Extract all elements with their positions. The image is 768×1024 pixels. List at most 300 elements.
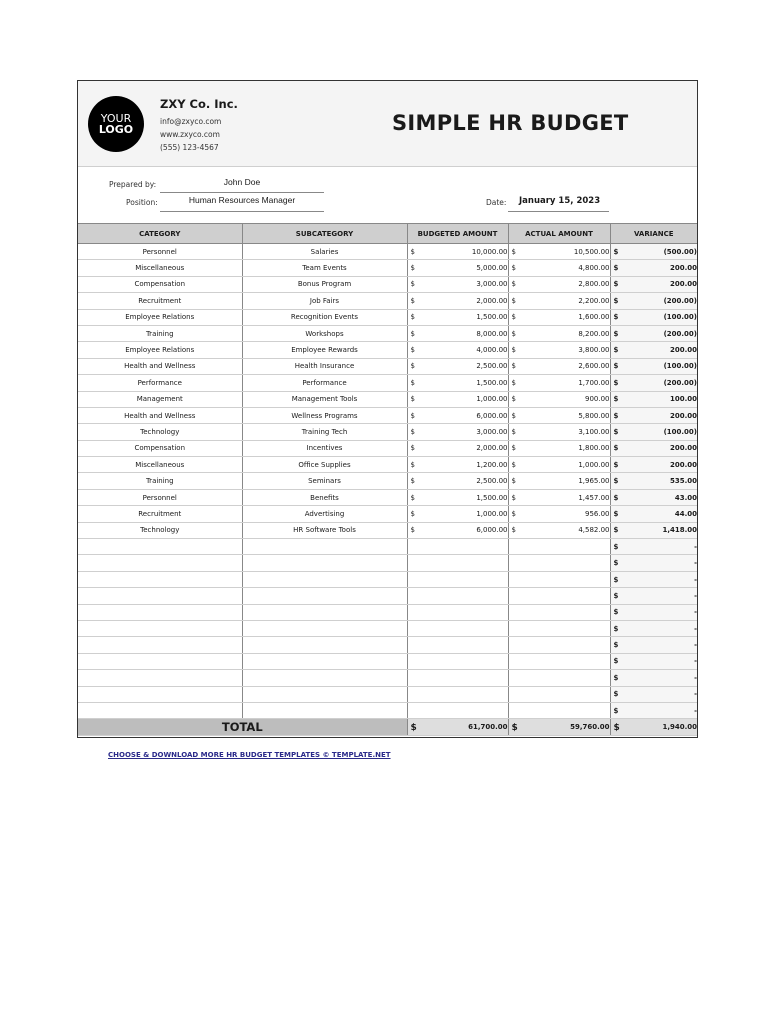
variance-cell[interactable] xyxy=(610,670,697,686)
currency-symbol: $ xyxy=(613,723,620,734)
currency-symbol: $ xyxy=(410,526,415,535)
variance-cell-value: - xyxy=(694,591,697,600)
table-row xyxy=(78,358,697,374)
actual-cell[interactable] xyxy=(508,276,610,292)
budgeted-cell-value: 1,500.00 xyxy=(476,493,508,502)
actual-cell[interactable] xyxy=(508,293,610,309)
actual-cell[interactable] xyxy=(508,571,610,587)
budgeted-cell[interactable] xyxy=(407,686,508,702)
currency-symbol: $ xyxy=(613,264,619,273)
actual-cell-value: 8,200.00 xyxy=(578,329,610,338)
category-cell[interactable] xyxy=(78,604,242,620)
variance-cell[interactable] xyxy=(610,686,697,702)
currency-symbol: $ xyxy=(613,657,619,666)
currency-symbol: $ xyxy=(511,509,516,518)
subcategory-cell[interactable]: Health Insurance xyxy=(242,358,407,374)
table-row xyxy=(78,325,697,341)
currency-symbol: $ xyxy=(410,346,415,355)
empty-table-row xyxy=(78,539,697,555)
currency-symbol: $ xyxy=(613,542,619,551)
currency-symbol: $ xyxy=(613,362,619,371)
currency-symbol: $ xyxy=(511,378,516,387)
currency-symbol: $ xyxy=(613,346,619,355)
currency-symbol: $ xyxy=(511,362,516,371)
variance-cell[interactable] xyxy=(610,555,697,571)
actual-cell[interactable] xyxy=(508,342,610,358)
actual-cell[interactable] xyxy=(508,620,610,636)
budgeted-cell[interactable] xyxy=(407,391,508,407)
currency-symbol: $ xyxy=(613,493,619,502)
date-underline xyxy=(508,211,609,212)
variance-cell[interactable] xyxy=(610,440,697,456)
company-email: info@zxyco.com xyxy=(160,117,222,126)
currency-symbol: $ xyxy=(410,296,415,305)
currency-symbol: $ xyxy=(511,477,516,486)
currency-symbol: $ xyxy=(511,723,518,734)
variance-cell[interactable] xyxy=(610,244,697,260)
actual-cell-value: 1,700.00 xyxy=(578,378,610,387)
currency-symbol: $ xyxy=(511,444,516,453)
position-value[interactable]: Human Resources Manager xyxy=(188,195,296,205)
subcategory-cell[interactable]: Employee Rewards xyxy=(242,342,407,358)
logo-text-line1: YOUR xyxy=(100,112,132,125)
column-header-budgeted: BUDGETED AMOUNT xyxy=(407,224,508,244)
table-row xyxy=(78,457,697,473)
subcategory-cell[interactable]: Benefits xyxy=(242,489,407,505)
actual-cell[interactable] xyxy=(508,424,610,440)
subcategory-cell[interactable] xyxy=(242,670,407,686)
category-cell[interactable] xyxy=(78,555,242,571)
empty-table-row xyxy=(78,702,697,718)
table-row xyxy=(78,276,697,292)
table-row xyxy=(78,244,697,260)
variance-cell[interactable] xyxy=(610,588,697,604)
variance-cell-value: - xyxy=(694,575,697,584)
budgeted-cell-value: 5,000.00 xyxy=(476,264,508,273)
category-cell[interactable]: Compensation xyxy=(78,276,242,292)
variance-cell[interactable] xyxy=(610,375,697,391)
column-header-subcategory: SUBCATEGORY xyxy=(242,224,407,244)
subcategory-cell[interactable] xyxy=(242,555,407,571)
variance-cell-value: (500.00) xyxy=(663,247,697,256)
budgeted-cell[interactable] xyxy=(407,637,508,653)
variance-cell[interactable] xyxy=(610,473,697,489)
download-templates-link[interactable]: CHOOSE & DOWNLOAD MORE HR BUDGET TEMPLATES © TEMPLATE.NET xyxy=(108,751,391,759)
actual-cell[interactable] xyxy=(508,604,610,620)
currency-symbol: $ xyxy=(613,329,619,338)
actual-cell[interactable] xyxy=(508,457,610,473)
currency-symbol: $ xyxy=(511,280,516,289)
currency-symbol: $ xyxy=(511,296,516,305)
actual-cell[interactable] xyxy=(508,653,610,669)
currency-symbol: $ xyxy=(613,591,619,600)
budgeted-cell-value: 1,500.00 xyxy=(476,313,508,322)
variance-cell-value: (100.00) xyxy=(663,362,697,371)
actual-cell[interactable] xyxy=(508,522,610,538)
category-cell[interactable] xyxy=(78,686,242,702)
column-header-actual: ACTUAL AMOUNT xyxy=(508,224,610,244)
subcategory-cell[interactable] xyxy=(242,539,407,555)
budgeted-cell[interactable] xyxy=(407,457,508,473)
currency-symbol: $ xyxy=(613,690,619,699)
budgeted-cell-value: 1,000.00 xyxy=(476,509,508,518)
budgeted-cell[interactable] xyxy=(407,375,508,391)
category-cell[interactable]: Employee Relations xyxy=(78,342,242,358)
variance-cell-value: - xyxy=(694,673,697,682)
actual-cell-value: 900.00 xyxy=(585,395,610,404)
total-row xyxy=(78,719,697,735)
budgeted-cell[interactable] xyxy=(407,260,508,276)
currency-symbol: $ xyxy=(511,526,516,535)
budgeted-cell[interactable] xyxy=(407,620,508,636)
budgeted-cell[interactable] xyxy=(407,522,508,538)
category-cell[interactable] xyxy=(78,637,242,653)
subcategory-cell[interactable]: Advertising xyxy=(242,506,407,522)
company-website: www.zxyco.com xyxy=(160,130,220,139)
budgeted-cell[interactable] xyxy=(407,440,508,456)
actual-cell-value: 1,457.00 xyxy=(578,493,610,502)
variance-cell[interactable] xyxy=(610,407,697,423)
currency-symbol: $ xyxy=(410,427,415,436)
variance-cell[interactable] xyxy=(610,309,697,325)
category-cell[interactable]: Performance xyxy=(78,375,242,391)
budgeted-cell-value: 1,500.00 xyxy=(476,378,508,387)
currency-symbol: $ xyxy=(511,395,516,404)
total-variance-cell xyxy=(610,719,697,735)
budgeted-cell[interactable] xyxy=(407,325,508,341)
variance-cell-value: 1,418.00 xyxy=(662,526,697,535)
category-cell[interactable]: Recruitment xyxy=(78,293,242,309)
budgeted-cell-value: 2,500.00 xyxy=(476,362,508,371)
subcategory-cell[interactable]: Salaries xyxy=(242,244,407,260)
budgeted-cell[interactable] xyxy=(407,702,508,718)
table-header-row xyxy=(78,224,697,244)
category-cell[interactable]: Technology xyxy=(78,522,242,538)
date-label: Date: xyxy=(486,198,507,207)
total-budgeted-cell xyxy=(407,719,508,735)
variance-cell-value: 200.00 xyxy=(669,444,697,453)
total-label: TOTAL xyxy=(78,719,407,735)
page-title: SIMPLE HR BUDGET xyxy=(392,111,629,135)
currency-symbol: $ xyxy=(410,247,415,256)
actual-cell-value: 956.00 xyxy=(585,509,610,518)
variance-cell[interactable] xyxy=(610,539,697,555)
subcategory-cell[interactable]: Office Supplies xyxy=(242,457,407,473)
table-row xyxy=(78,293,697,309)
subcategory-cell[interactable] xyxy=(242,588,407,604)
variance-cell-value: - xyxy=(694,706,697,715)
budgeted-cell[interactable] xyxy=(407,539,508,555)
category-cell[interactable]: Management xyxy=(78,391,242,407)
variance-cell-value: 535.00 xyxy=(669,477,697,486)
actual-cell[interactable] xyxy=(508,244,610,260)
actual-cell[interactable] xyxy=(508,473,610,489)
variance-cell-value: - xyxy=(694,657,697,666)
actual-cell[interactable] xyxy=(508,670,610,686)
variance-cell-value: (200.00) xyxy=(663,329,697,338)
total-actual: 59,760.00 xyxy=(570,723,610,732)
empty-table-row xyxy=(78,686,697,702)
currency-symbol: $ xyxy=(613,247,619,256)
currency-symbol: $ xyxy=(613,411,619,420)
variance-cell[interactable] xyxy=(610,653,697,669)
category-cell[interactable] xyxy=(78,571,242,587)
budgeted-cell[interactable] xyxy=(407,670,508,686)
empty-table-row xyxy=(78,604,697,620)
currency-symbol: $ xyxy=(511,427,516,436)
currency-symbol: $ xyxy=(613,460,619,469)
budgeted-cell[interactable] xyxy=(407,358,508,374)
currency-symbol: $ xyxy=(613,280,619,289)
category-cell[interactable]: Health and Wellness xyxy=(78,407,242,423)
variance-cell[interactable] xyxy=(610,391,697,407)
position-underline xyxy=(160,211,324,212)
subcategory-cell[interactable]: Training Tech xyxy=(242,424,407,440)
actual-cell[interactable] xyxy=(508,539,610,555)
currency-symbol: $ xyxy=(410,509,415,518)
budgeted-cell[interactable] xyxy=(407,473,508,489)
actual-cell-value: 3,100.00 xyxy=(578,427,610,436)
prepared-by-underline xyxy=(160,192,324,193)
category-cell[interactable] xyxy=(78,670,242,686)
currency-symbol: $ xyxy=(613,608,619,617)
subcategory-cell[interactable]: Workshops xyxy=(242,325,407,341)
empty-table-row xyxy=(78,620,697,636)
currency-symbol: $ xyxy=(410,329,415,338)
currency-symbol: $ xyxy=(613,477,619,486)
budgeted-cell-value: 3,000.00 xyxy=(476,280,508,289)
currency-symbol: $ xyxy=(410,378,415,387)
budgeted-cell[interactable] xyxy=(407,342,508,358)
variance-cell-value: 200.00 xyxy=(669,280,697,289)
category-cell[interactable] xyxy=(78,620,242,636)
variance-cell[interactable] xyxy=(610,506,697,522)
actual-cell[interactable] xyxy=(508,440,610,456)
budgeted-cell-value: 2,000.00 xyxy=(476,296,508,305)
actual-cell[interactable] xyxy=(508,686,610,702)
variance-cell[interactable] xyxy=(610,293,697,309)
actual-cell-value: 2,800.00 xyxy=(578,280,610,289)
table-row xyxy=(78,391,697,407)
currency-symbol: $ xyxy=(410,460,415,469)
currency-symbol: $ xyxy=(613,509,619,518)
category-cell[interactable] xyxy=(78,588,242,604)
actual-cell-value: 1,600.00 xyxy=(578,313,610,322)
category-cell[interactable]: Training xyxy=(78,325,242,341)
subcategory-cell[interactable]: Job Fairs xyxy=(242,293,407,309)
actual-cell[interactable] xyxy=(508,260,610,276)
budgeted-cell-value: 10,000.00 xyxy=(471,247,508,256)
budgeted-cell-value: 1,000.00 xyxy=(476,395,508,404)
variance-cell[interactable] xyxy=(610,325,697,341)
variance-cell[interactable] xyxy=(610,358,697,374)
table-row xyxy=(78,375,697,391)
actual-cell-value: 1,965.00 xyxy=(578,477,610,486)
subcategory-cell[interactable]: Recognition Events xyxy=(242,309,407,325)
variance-cell-value: 200.00 xyxy=(669,264,697,273)
currency-symbol: $ xyxy=(511,313,516,322)
actual-cell-value: 4,582.00 xyxy=(578,526,610,535)
actual-cell-value: 2,600.00 xyxy=(578,362,610,371)
variance-cell-value: 200.00 xyxy=(669,411,697,420)
variance-cell-value: (100.00) xyxy=(663,427,697,436)
empty-table-row xyxy=(78,555,697,571)
column-header-variance: VARIANCE xyxy=(610,224,697,244)
budgeted-cell[interactable] xyxy=(407,424,508,440)
currency-symbol: $ xyxy=(410,411,415,420)
variance-cell[interactable] xyxy=(610,571,697,587)
variance-cell[interactable] xyxy=(610,342,697,358)
category-cell[interactable]: Health and Wellness xyxy=(78,358,242,374)
subcategory-cell[interactable]: HR Software Tools xyxy=(242,522,407,538)
table-row xyxy=(78,342,697,358)
subcategory-cell[interactable] xyxy=(242,571,407,587)
variance-cell-value: 44.00 xyxy=(674,509,697,518)
category-cell[interactable]: Personnel xyxy=(78,489,242,505)
table-row xyxy=(78,522,697,538)
table-body xyxy=(78,244,697,719)
actual-cell[interactable] xyxy=(508,637,610,653)
currency-symbol: $ xyxy=(613,575,619,584)
actual-cell[interactable] xyxy=(508,407,610,423)
prepared-by-value[interactable]: John Doe xyxy=(223,177,261,187)
category-cell[interactable] xyxy=(78,539,242,555)
currency-symbol: $ xyxy=(511,346,516,355)
variance-cell[interactable] xyxy=(610,457,697,473)
subcategory-cell[interactable] xyxy=(242,702,407,718)
category-cell[interactable]: Technology xyxy=(78,424,242,440)
actual-cell[interactable] xyxy=(508,506,610,522)
empty-table-row xyxy=(78,670,697,686)
actual-cell[interactable] xyxy=(508,555,610,571)
budgeted-cell[interactable] xyxy=(407,276,508,292)
category-cell[interactable] xyxy=(78,702,242,718)
currency-symbol: $ xyxy=(613,526,619,535)
variance-cell[interactable] xyxy=(610,620,697,636)
category-cell[interactable]: Compensation xyxy=(78,440,242,456)
currency-symbol: $ xyxy=(410,493,415,502)
variance-cell[interactable] xyxy=(610,260,697,276)
subcategory-cell[interactable]: Performance xyxy=(242,375,407,391)
column-header-category: CATEGORY xyxy=(78,224,242,244)
subcategory-cell[interactable]: Management Tools xyxy=(242,391,407,407)
subcategory-cell[interactable] xyxy=(242,620,407,636)
category-cell[interactable]: Personnel xyxy=(78,244,242,260)
subcategory-cell[interactable]: Wellness Programs xyxy=(242,407,407,423)
currency-symbol: $ xyxy=(511,460,516,469)
actual-cell[interactable] xyxy=(508,391,610,407)
budgeted-cell[interactable] xyxy=(407,506,508,522)
variance-cell-value: - xyxy=(694,542,697,551)
budgeted-cell-value: 2,000.00 xyxy=(476,444,508,453)
actual-cell[interactable] xyxy=(508,702,610,718)
empty-table-row xyxy=(78,653,697,669)
currency-symbol: $ xyxy=(410,477,415,486)
budgeted-cell-value: 3,000.00 xyxy=(476,427,508,436)
subcategory-cell[interactable]: Team Events xyxy=(242,260,407,276)
variance-cell[interactable] xyxy=(610,424,697,440)
logo-text-line2: LOGO xyxy=(98,123,134,136)
variance-cell[interactable] xyxy=(610,276,697,292)
actual-cell-value: 3,800.00 xyxy=(578,346,610,355)
subcategory-cell[interactable] xyxy=(242,686,407,702)
actual-cell[interactable] xyxy=(508,325,610,341)
budgeted-cell[interactable] xyxy=(407,653,508,669)
actual-cell-value: 4,800.00 xyxy=(578,264,610,273)
variance-cell[interactable] xyxy=(610,522,697,538)
actual-cell[interactable] xyxy=(508,358,610,374)
budgeted-cell[interactable] xyxy=(407,309,508,325)
prepared-by-label: Prepared by: xyxy=(109,180,157,189)
actual-cell[interactable] xyxy=(508,309,610,325)
budget-sheet xyxy=(77,80,698,738)
budgeted-cell-value: 1,200.00 xyxy=(476,460,508,469)
actual-cell-value: 1,000.00 xyxy=(578,460,610,469)
table-row xyxy=(78,407,697,423)
category-cell[interactable]: Training xyxy=(78,473,242,489)
category-cell[interactable]: Recruitment xyxy=(78,506,242,522)
currency-symbol: $ xyxy=(410,723,417,734)
variance-cell-value: - xyxy=(694,690,697,699)
currency-symbol: $ xyxy=(613,395,619,404)
variance-cell-value: 100.00 xyxy=(669,395,697,404)
variance-cell-value: (100.00) xyxy=(663,313,697,322)
variance-cell[interactable] xyxy=(610,604,697,620)
budgeted-cell[interactable] xyxy=(407,555,508,571)
budgeted-cell[interactable] xyxy=(407,489,508,505)
budgeted-cell[interactable] xyxy=(407,604,508,620)
category-cell[interactable]: Miscellaneous xyxy=(78,457,242,473)
position-label: Position: xyxy=(126,198,158,207)
budgeted-cell[interactable] xyxy=(407,244,508,260)
budgeted-cell-value: 6,000.00 xyxy=(476,526,508,535)
category-cell[interactable] xyxy=(78,653,242,669)
variance-cell[interactable] xyxy=(610,489,697,505)
variance-cell-value: 43.00 xyxy=(674,493,697,502)
empty-table-row xyxy=(78,588,697,604)
budgeted-cell[interactable] xyxy=(407,407,508,423)
budgeted-cell[interactable] xyxy=(407,293,508,309)
subcategory-cell[interactable] xyxy=(242,637,407,653)
budgeted-cell[interactable] xyxy=(407,588,508,604)
budgeted-cell-value: 6,000.00 xyxy=(476,411,508,420)
currency-symbol: $ xyxy=(613,673,619,682)
actual-cell[interactable] xyxy=(508,489,610,505)
currency-symbol: $ xyxy=(613,706,619,715)
date-value[interactable]: January 15, 2023 xyxy=(519,196,601,206)
total-actual-cell xyxy=(508,719,610,735)
variance-cell[interactable] xyxy=(610,637,697,653)
subcategory-cell[interactable]: Seminars xyxy=(242,473,407,489)
currency-symbol: $ xyxy=(613,427,619,436)
total-budgeted: 61,700.00 xyxy=(468,723,508,732)
subcategory-cell[interactable] xyxy=(242,653,407,669)
currency-symbol: $ xyxy=(613,641,619,650)
variance-cell-value: - xyxy=(694,608,697,617)
variance-cell-value: - xyxy=(694,559,697,568)
budgeted-cell-value: 8,000.00 xyxy=(476,329,508,338)
category-cell[interactable]: Miscellaneous xyxy=(78,260,242,276)
subcategory-cell[interactable]: Incentives xyxy=(242,440,407,456)
subcategory-cell[interactable]: Bonus Program xyxy=(242,276,407,292)
actual-cell[interactable] xyxy=(508,588,610,604)
currency-symbol: $ xyxy=(613,378,619,387)
actual-cell[interactable] xyxy=(508,375,610,391)
category-cell[interactable]: Employee Relations xyxy=(78,309,242,325)
variance-cell[interactable] xyxy=(610,702,697,718)
subcategory-cell[interactable] xyxy=(242,604,407,620)
budgeted-cell[interactable] xyxy=(407,571,508,587)
